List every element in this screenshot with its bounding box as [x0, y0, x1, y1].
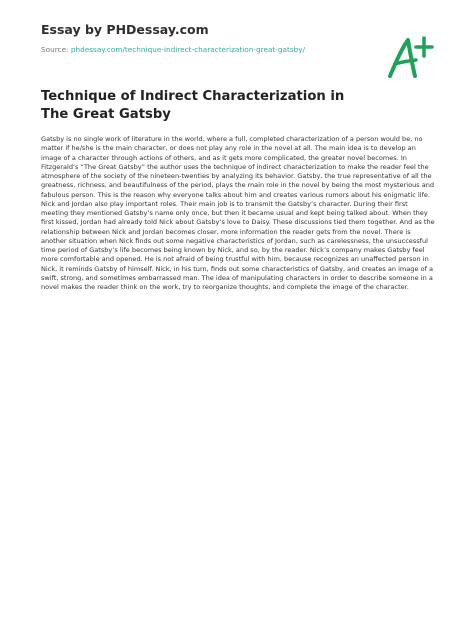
- source-line: [41, 45, 305, 54]
- site-brand: Essay by PHDessay.com: [41, 22, 209, 37]
- source-url-link[interactable]: phdessay.com/technique-indirect-characterization-great-gatsby/: [70, 45, 306, 54]
- essay-title: Technique of Indirect Characterization in The Great Gatsby: [41, 89, 345, 122]
- source-label: Source:: [41, 45, 71, 54]
- a-plus-logo-icon: [384, 32, 436, 80]
- essay-body: Gatsby is no single work of literature in the world, where a full, completed characterization of a person would be, no matter if he/she is the main character, or does not play any role in the novel at all. The main idea is to develop an image of a character through actions of others, and as it gets more complicated, the greater novel becomes. In Fitzgerald’s “The Great Gatsby” the author uses the technique of indirect characterization to make the reader feel the atmosphere of the society of the nineteen-twenties by analyzing its behavior. Gatsby, the true representative of all the greatness, richness, and beautifulness of the period, plays the main role in the novel by being the most mysterious and fabulous person. This is the reason why everyone talks about him and creates various rumors about his enigmatic life. Nick and Jordan also play important roles. Their main job is to transmit the Gatsby’s character. During their first meeting they mentioned Gatsby’s name only once, but then it became usual and kept being talked about. When they first kissed, Jordan had already told Nick about Gatsby’s love to Daisy. These discussions tied them together. And as the relationship between Nick and Jordan becomes closer, more information the reader gets from the novel. There is another situation when Nick finds out some negative characteristics of Jordan, such as carelessness, the unsuccessful time period of Gatsby’s life becomes being known by Nick, and so, by the reader. Nick’s company makes Gatsby feel more comfortable and opened. He is not afraid of being trustful with him, because recognizes an unaffected person in Nick, it reminds Gatsby of himself. Nick, in his turn, finds out some characteristics of Gatsby, and creates an image of a swift, strong, and sometimes embarrassed man. The idea of manipulating characters in order to describe someone in a novel makes the reader think on the work, try to reorganize thoughts, and complete the image of the character.: [41, 135, 435, 291]
